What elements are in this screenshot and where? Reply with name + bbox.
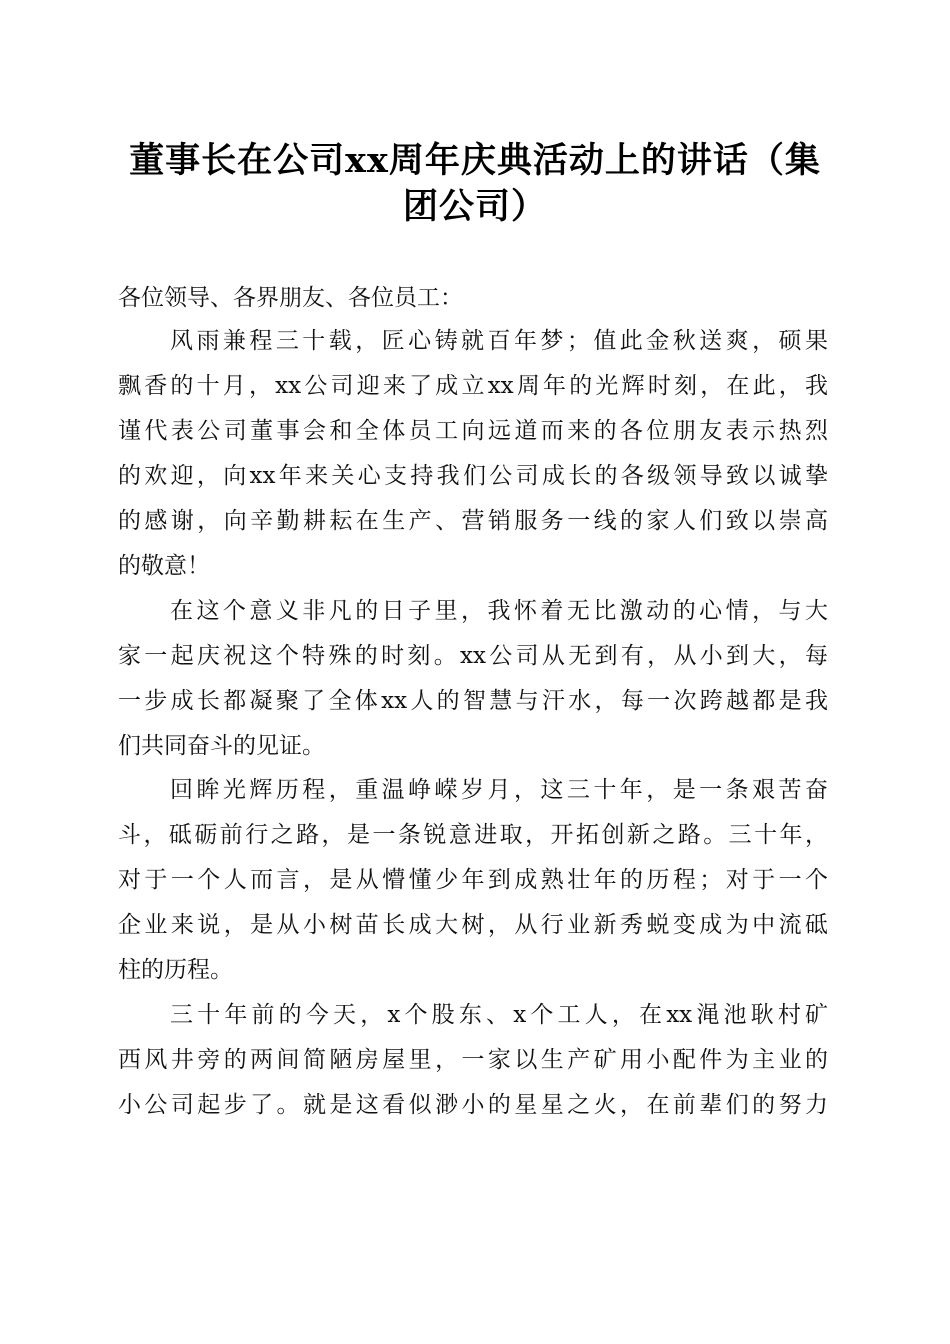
text-line: 的感谢，向辛勤耕耘在生产、营销服务一线的家人们致以崇高 [118,508,828,534]
text-line: 的敬意！ [118,553,210,579]
salutation: 各位领导、各界朋友、各位员工： [118,285,463,311]
text-line: 柱的历程。 [118,957,233,983]
text-line: 西风井旁的两间简陋房屋里，一家以生产矿用小配件为主业的 [118,1047,828,1073]
document-title [120,138,830,230]
text-line: 家一起庆祝这个特殊的时刻。xx公司从无到有，从小到大，每 [118,643,828,669]
text-line: 们共同奋斗的见证。 [118,733,325,759]
text-line: 回眸光辉历程，重温峥嵘岁月，这三十年，是一条艰苦奋 [170,777,828,803]
text-line: 三十年前的今天，x个股东、x个工人，在xx渑池耿村矿 [170,1002,828,1028]
text-line: 风雨兼程三十载，匠心铸就百年梦；值此金秋送爽，硕果 [170,328,828,354]
text-line: 斗，砥砺前行之路，是一条锐意进取，开拓创新之路。三十年， [118,822,828,848]
text-line: 谨代表公司董事会和全体员工向远道而来的各位朋友表示热烈 [118,418,828,444]
text-line: 对于一个人而言，是从懵懂少年到成熟壮年的历程；对于一个 [118,867,828,893]
text-line: 小公司起步了。就是这看似渺小的星星之火，在前辈们的努力 [118,1092,828,1118]
text-line: 的欢迎，向xx年来关心支持我们公司成长的各级领导致以诚挚 [118,463,828,489]
title-line-1: 董事长在公司xx周年庆典活动上的讲话（集 [129,140,821,181]
text-line: 一步成长都凝聚了全体xx人的智慧与汗水，每一次跨越都是我 [118,688,828,714]
text-line: 在这个意义非凡的日子里，我怀着无比激动的心情，与大 [170,598,828,624]
text-line: 企业来说，是从小树苗长成大树，从行业新秀蜕变成为中流砥 [118,912,828,938]
title-line-2: 团公司） [402,186,547,227]
text-line: 飘香的十月，xx公司迎来了成立xx周年的光辉时刻，在此，我 [118,373,828,399]
